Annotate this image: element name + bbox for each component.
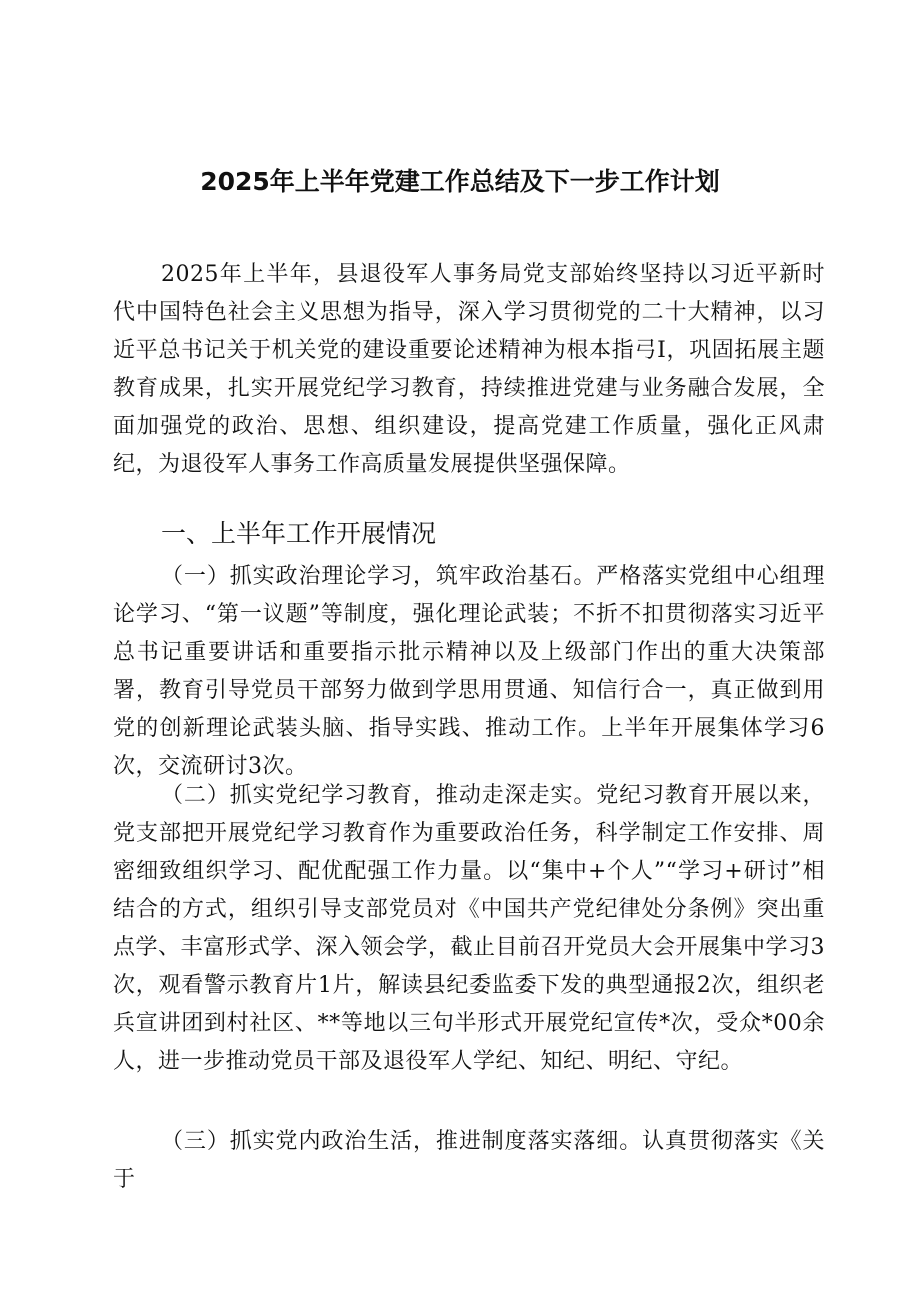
item-paragraph-1: （一）抓实政治理论学习，筑牢政治基石。严格落实党组中心组理论学习、“第一议题”等制度，强化理论武装；不折不扣贯彻落实习近平总书记重要讲话和重要指示批示精神以及上级部门作出的重大决策部署，教育引导党员干部努力做到学思用贯通、知信行合一，真正做到用党的创新理论武装头脑、指导实践、推动工作。上半年开展集体学习6次，交流研讨3次。 [113, 564, 825, 779]
intro-paragraph: 2025年上半年，县退役军人事务局党支部始终坚持以习近平新时代中国特色社会主义思想为指导，深入学习贯彻党的二十大精神，以习近平总书记关于机关党的建设重要论述精神为根本指弓I，巩固拓展主题教育成果，扎实开展党纪学习教育，持续推进党建与业务融合发展，全面加强党的政治、思想、组织建设，提高党建工作质量，强化正风肃纪，为退役军人事务工作高质量发展提供坚强保障。 [113, 262, 825, 477]
section-heading: 一、上半年工作开展情况 [161, 519, 437, 548]
item-paragraph-2: （二）抓实党纪学习教育，推动走深走实。党纪习教育开展以来，党支部把开展党纪学习教育作为重要政治任务，科学制定工作安排、周密细致组织学习、配优配强工作力量。以“集中+个人”“学习+研讨”相结合的方式，组织引导支部党员对《中国共产党纪律处分条例》突出重点学、丰富形式学、深入领会学，截止目前召开党员大会开展集中学习3次，观看警示教育片1片，解读县纪委监委下发的典型通报2次，组织老兵宣讲团到村社区、**等地以三句半形式开展党纪宣传*次，受众*00余人，进一步推动党员干部及退役军人学纪、知纪、明纪、守纪。 [113, 783, 825, 1074]
document-title: 2025年上半年党建工作总结及下一步工作计划 [200, 167, 720, 196]
item-paragraph-3: （三）抓实党内政治生活，推进制度落实落细。认真贯彻落实《关于 [113, 1129, 825, 1192]
